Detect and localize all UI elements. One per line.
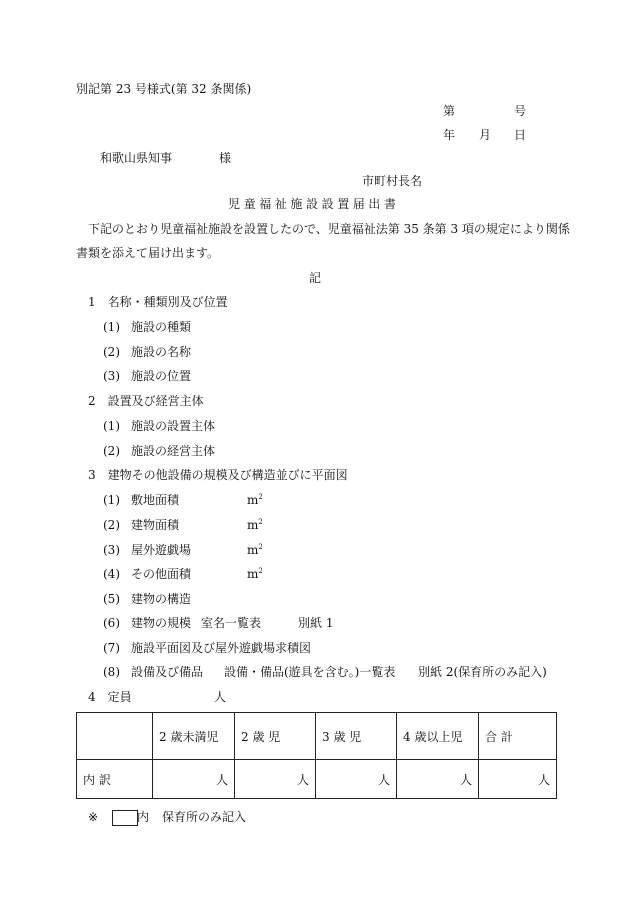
- cell-total-unit: 人: [479, 760, 557, 799]
- s3-item-6-num: (6): [103, 616, 120, 630]
- unit-base: m: [247, 567, 259, 581]
- s3-item-3-num: (3): [103, 543, 120, 557]
- s3-item-4-label: その他面積: [131, 567, 192, 581]
- unit-exponent: 2: [258, 518, 263, 526]
- section-3-title: 3 建物その他設備の規模及び構造並びに平面図: [88, 468, 348, 482]
- s3-item-8-attachment: 設備・備品(遊具を含む。)一覧表: [224, 665, 396, 679]
- footnote-blank-box: [112, 810, 138, 826]
- s3-item-7-num: (7): [103, 641, 120, 655]
- s3-item-1-label: 敷地面積: [131, 493, 180, 507]
- s3-item-8-label: 設備及び備品: [131, 665, 204, 679]
- ki-heading: 記: [309, 271, 322, 285]
- applicant-name: 市町村長名: [362, 174, 423, 188]
- footnote-mark: ※: [88, 810, 99, 824]
- unit-base: m: [247, 518, 259, 532]
- s3-item-8-num: (8): [103, 665, 120, 679]
- capacity-table-corner-cell: [77, 713, 153, 760]
- unit-exponent: 2: [258, 543, 263, 551]
- doc-number-prefix: 第: [443, 104, 456, 118]
- row-label-breakdown: 内 訳: [77, 760, 153, 799]
- col-header-age-3: 3 歳 児: [316, 713, 397, 760]
- capacity-table-header-row: [77, 713, 557, 760]
- s1-item-3-num: (3): [103, 369, 120, 383]
- s1-item-2-num: (2): [103, 345, 120, 359]
- s3-item-6-attachment: 室名一覧表: [201, 616, 262, 630]
- intro-line-2: 書類を添えて届け出ます。: [76, 246, 220, 260]
- s3-item-2-label: 建物面積: [131, 518, 180, 532]
- footnote-text: 保育所のみ記入: [162, 810, 247, 824]
- s2-item-2-num: (2): [103, 444, 120, 458]
- s2-item-1-num: (1): [103, 419, 120, 433]
- s1-item-1-label: 施設の種類: [131, 320, 192, 334]
- s3-item-5-label: 建物の構造: [131, 592, 192, 606]
- s3-item-1-num: (1): [103, 493, 120, 507]
- area-unit-1: [247, 493, 263, 507]
- unit-base: m: [247, 543, 259, 557]
- date-month: 月: [479, 128, 492, 142]
- s3-item-5-num: (5): [103, 592, 120, 606]
- cell-age-2-unit: 人: [235, 760, 316, 799]
- s1-item-2-label: 施設の名称: [131, 345, 192, 359]
- date-year: 年: [443, 128, 456, 142]
- footnote-inner: 内: [137, 810, 150, 824]
- s3-item-8-appendix: 別紙 2(保育所のみ記入): [418, 665, 547, 679]
- capacity-unit: 人: [214, 690, 227, 704]
- col-header-age-2: 2 歳 児: [235, 713, 316, 760]
- capacity-table: [76, 712, 557, 799]
- unit-exponent: 2: [258, 493, 263, 501]
- s3-item-4-num: (4): [103, 567, 120, 581]
- s1-item-3-label: 施設の位置: [131, 369, 192, 383]
- area-unit-4: [247, 567, 263, 581]
- date-day: 日: [514, 128, 527, 142]
- cell-age-4-plus-unit: 人: [397, 760, 479, 799]
- cell-age-3-unit: 人: [316, 760, 397, 799]
- s3-item-7-label: 施設平面図及び屋外遊戯場求積図: [131, 641, 312, 655]
- addressee-honorific: 様: [219, 151, 232, 165]
- section-4-title: 4 定員: [88, 690, 132, 704]
- s3-item-3-label: 屋外遊戯場: [131, 543, 192, 557]
- col-header-age-4-plus: 4 歳以上児: [397, 713, 479, 760]
- s1-item-1-num: (1): [103, 320, 120, 334]
- document-title: 児童福祉施設設置届出書: [228, 197, 400, 211]
- col-header-under-2: 2 歳未満児: [153, 713, 235, 760]
- s2-item-1-label: 施設の設置主体: [131, 419, 216, 433]
- s3-item-6-appendix: 別紙 1: [298, 616, 334, 630]
- capacity-table-breakdown-row: [77, 760, 557, 799]
- form-number: 別記第 23 号様式(第 32 条関係): [76, 82, 252, 96]
- area-unit-2: [247, 518, 263, 532]
- addressee-name: 和歌山県知事: [100, 151, 173, 165]
- area-unit-3: [247, 543, 263, 557]
- section-1-title: 1 名称・種類別及び位置: [88, 295, 228, 309]
- doc-number-suffix: 号: [514, 104, 527, 118]
- unit-base: m: [247, 493, 259, 507]
- intro-line-1: 下記のとおり児童福祉施設を設置したので、児童福祉法第 35 条第 3 項の規定により関係: [88, 222, 570, 236]
- section-2-title: 2 設置及び経営主体: [88, 394, 204, 408]
- cell-under-2-unit: 人: [153, 760, 235, 799]
- s3-item-2-num: (2): [103, 518, 120, 532]
- col-header-total: 合 計: [479, 713, 557, 760]
- s3-item-6-label: 建物の規模: [131, 616, 192, 630]
- s2-item-2-label: 施設の経営主体: [131, 444, 216, 458]
- unit-exponent: 2: [258, 567, 263, 575]
